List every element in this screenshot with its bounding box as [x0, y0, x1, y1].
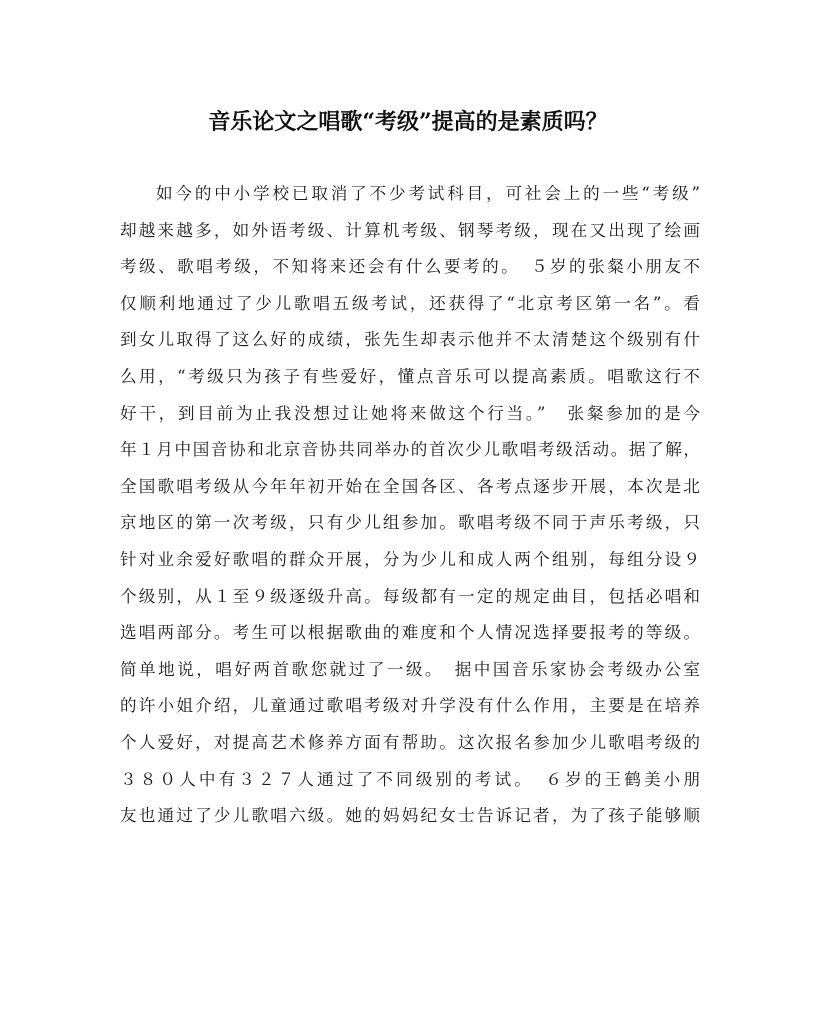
body-line: 针对业余爱好歌唱的群众开展，分为少儿和成人两个组别，每组分设９	[120, 549, 700, 569]
body-line: 仅顺利地通过了少儿歌唱五级考试，还获得了“北京考区第一名”。看	[120, 293, 700, 313]
body-line: ３８０人中有３２７人通过了不同级别的考试。 ６岁的王鹤美小朋	[120, 769, 700, 789]
body-line: 如今的中小学校已取消了不少考试科目，可社会上的一些“考级”	[156, 184, 700, 203]
body-line: 友也通过了少儿歌唱六级。她的妈妈纪女士告诉记者，为了孩子能够顺	[120, 806, 700, 826]
body-line: 年１月中国音协和北京音协共同举办的首次少儿歌唱考级活动。据了解，	[120, 440, 700, 460]
body-line: 简单地说，唱好两首歌您就过了一级。 据中国音乐家协会考级办公室	[120, 659, 700, 679]
body-line: 个人爱好，对提高艺术修养方面有帮助。这次报名参加少儿歌唱考级的	[120, 732, 700, 752]
body-line: 考级、歌唱考级，不知将来还会有什么要考的。 ５岁的张粲小朋友不	[120, 257, 700, 277]
body-line: 选唱两部分。考生可以根据歌曲的难度和个人情况选择要报考的等级。	[120, 623, 700, 643]
body-line: 个级别，从１至９级逐级升高。每级都有一定的规定曲目，包括必唱和	[120, 586, 700, 606]
body-line: 却越来越多，如外语考级、计算机考级、钢琴考级，现在又出现了绘画	[120, 220, 700, 240]
body-line: 到女儿取得了这么好的成绩，张先生却表示他并不太清楚这个级别有什	[120, 330, 700, 350]
document-body	[120, 176, 700, 835]
body-line: 么用，“考级只为孩子有些爱好，懂点音乐可以提高素质。唱歌这行不	[120, 366, 700, 386]
body-line: 好干，到目前为止我没想过让她将来做这个行当。” 张粲参加的是今	[120, 403, 700, 423]
body-line: 京地区的第一次考级，只有少儿组参加。歌唱考级不同于声乐考级，只	[120, 513, 700, 533]
body-line: 全国歌唱考级从今年年初开始在全国各区、各考点逐步开展，本次是北	[120, 476, 700, 496]
document-title: 音乐论文之唱歌“考级”提高的是素质吗？	[208, 109, 608, 135]
body-line: 的许小姐介绍，儿童通过歌唱考级对升学没有什么作用，主要是在培养	[120, 696, 700, 716]
